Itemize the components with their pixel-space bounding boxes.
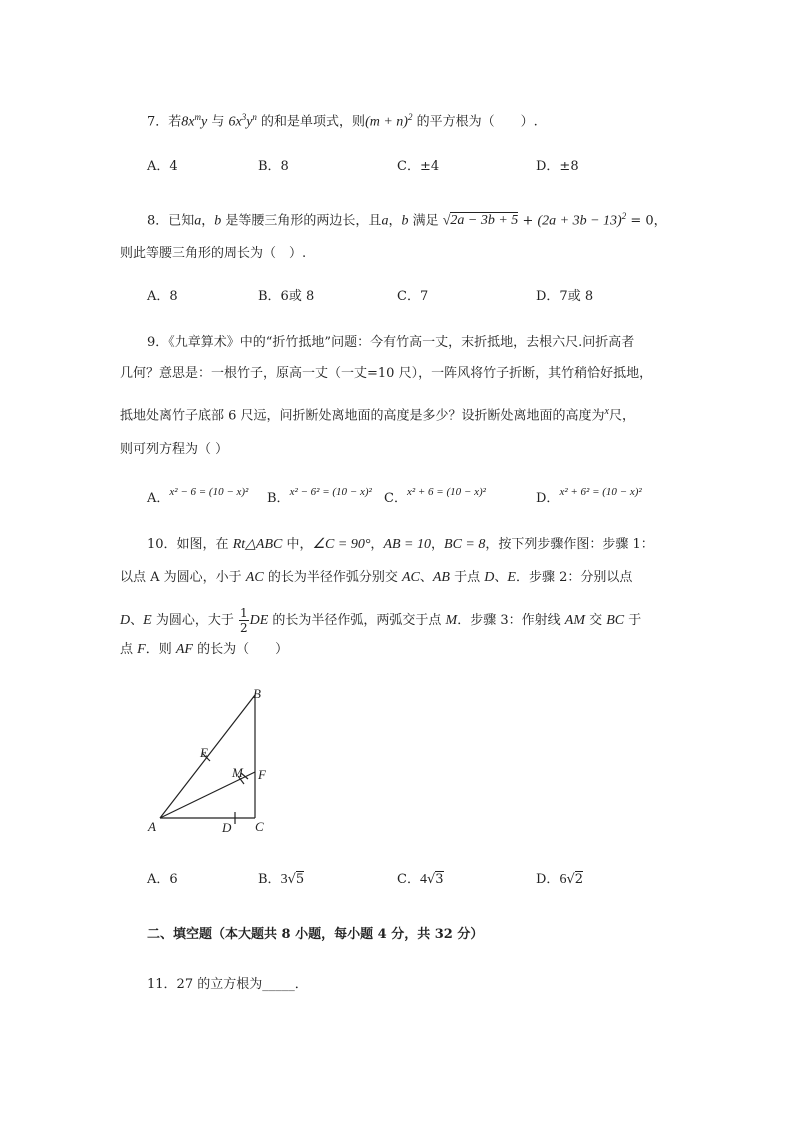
q9-option-d[interactable]	[536, 486, 642, 509]
point-label-e: E	[200, 745, 208, 760]
q10-text: ．步骤 3：作射线	[457, 613, 565, 628]
q10-text: 的长为半径作弧，两弧交于点	[268, 613, 446, 628]
q10-text: 、	[494, 570, 508, 585]
q10-math: M	[445, 613, 458, 628]
q8-text: ，	[201, 213, 215, 229]
q7-text: 7．若	[147, 114, 182, 130]
q8-text: 是等腰三角形的两边长，且	[221, 213, 382, 229]
option-value: 6	[169, 872, 178, 887]
q10-text: 中，	[282, 537, 313, 552]
q7-stem	[147, 107, 538, 132]
q10-option-d[interactable]	[536, 870, 583, 890]
option-radicand: 2	[574, 872, 584, 887]
q10-text: ．步骤 2：分别以点	[515, 570, 633, 585]
q7-math: 6x	[228, 114, 242, 130]
q8-text: +	[518, 213, 538, 229]
q8-option-d[interactable]: D．7或 8	[536, 289, 594, 304]
option-radicand: 5	[295, 872, 305, 887]
option-label: B．	[267, 491, 290, 506]
q8-text: ，	[388, 213, 402, 229]
q10-math: AM	[564, 613, 585, 628]
q10-option-b[interactable]	[258, 870, 304, 890]
point-label-m: M	[232, 765, 243, 780]
q8-stem	[147, 206, 667, 231]
q10-math: BC = 8	[444, 537, 486, 552]
q7-math: 3	[241, 112, 247, 122]
q7-math: n	[252, 112, 257, 122]
fraction-half	[239, 606, 249, 635]
triangle-figure	[140, 680, 280, 840]
q9-option-b[interactable]	[267, 486, 372, 509]
option-coefficient: 4	[419, 872, 427, 887]
option-radicand: 3	[435, 872, 444, 887]
q8-text: = 0，	[626, 213, 667, 229]
fraction-denominator: 2	[239, 621, 248, 635]
q10-text: 的长为半径作弧分别交	[263, 570, 402, 585]
q7-option-d[interactable]: D．±8	[536, 159, 579, 174]
q9-option-c[interactable]	[384, 486, 486, 509]
q10-text: 为圆心，大于	[151, 613, 238, 628]
q10-math: AB	[432, 570, 450, 585]
q10-math: ∠C = 90°	[312, 537, 371, 552]
q10-option-c[interactable]	[397, 870, 444, 890]
q10-text: ，	[370, 537, 384, 552]
q8-option-a[interactable]: A．8	[147, 289, 178, 304]
q9-option-a[interactable]	[147, 486, 249, 509]
q10-math: D	[484, 570, 495, 585]
option-formula: x² + 6 = (10 − x)²	[406, 486, 486, 498]
q8-math: b	[401, 213, 409, 229]
q9-text: 尺，	[609, 408, 636, 424]
q8-stem-line2: 则此等腰三角形的周长为（ ）.	[120, 246, 307, 261]
q9-stem-line1: 9．《九章算术》中的“折竹抵地”问题：今有竹高一丈，末折抵地，去根六尺.问折高者	[147, 335, 635, 350]
point-label-b: B	[253, 686, 261, 701]
q10-stem-line4	[120, 640, 288, 660]
option-label: C．	[397, 872, 420, 887]
option-label: A．	[147, 872, 170, 887]
q10-text: 于	[624, 613, 642, 628]
section-heading: 二、填空题（本大题共 8 小题，每小题 4 分，共 32 分）	[147, 927, 484, 942]
q10-math: AF	[175, 642, 193, 657]
point-label-d: D	[222, 820, 232, 835]
q7-math: 8x	[181, 114, 195, 130]
option-coefficient: 6	[559, 872, 567, 887]
q10-text: ，按下列步骤作图：步骤 1：	[485, 537, 654, 552]
q9-stem-line3	[120, 402, 635, 426]
q8-option-b[interactable]: B．6或 8	[258, 289, 315, 304]
q9-stem-line4: 则可列方程为（ ）	[120, 442, 229, 457]
q7-option-a[interactable]: A．4	[147, 159, 178, 174]
q8-option-c[interactable]: C．7	[397, 289, 429, 304]
option-formula: x² − 6² = (10 − x)²	[289, 486, 372, 498]
q7-math: 2	[407, 112, 413, 122]
q7-text: 的平方根为（ ）.	[412, 114, 538, 130]
option-label: C．	[384, 491, 407, 506]
q7-math: (m + n)	[365, 114, 408, 130]
q10-stem-line3	[120, 603, 641, 639]
sqrt-sign: √	[442, 213, 451, 229]
sqrt-sign: √	[287, 872, 296, 887]
q10-stem-line2	[120, 568, 632, 588]
q8-text: 满足	[408, 213, 443, 229]
q7-text: 的和是单项式，则	[256, 114, 366, 130]
q10-text: 于点	[449, 570, 485, 585]
q10-math: E	[507, 570, 516, 585]
q10-option-a[interactable]	[147, 870, 178, 890]
q9-variable: x	[604, 406, 609, 417]
q10-math: AC	[245, 570, 264, 585]
q8-math: 2a − 3b + 5	[450, 213, 519, 229]
q11-stem: 11．27 的立方根为_____．	[147, 977, 308, 992]
q7-option-c[interactable]: C．±4	[397, 159, 440, 174]
q8-math: a	[194, 213, 202, 229]
option-label: A．	[147, 491, 170, 506]
q7-math: y	[201, 114, 208, 130]
option-coefficient: 3	[280, 872, 288, 887]
q8-math: b	[214, 213, 222, 229]
q10-text: 10．如图，在	[147, 537, 233, 552]
q10-math: BC	[606, 613, 625, 628]
sqrt-sign: √	[566, 872, 575, 887]
q8-math: (2a + 3b − 13)	[537, 213, 622, 229]
q8-text: 8．已知	[147, 213, 195, 229]
sqrt-sign: √	[426, 872, 436, 887]
option-label: D．	[536, 491, 560, 506]
point-label-a: A	[148, 819, 156, 834]
q10-text: 、	[419, 570, 433, 585]
option-formula: x² − 6 = (10 − x)²	[169, 486, 249, 498]
q10-text: 的长为（ ）	[192, 642, 289, 657]
option-label: D．	[536, 872, 560, 887]
fraction-numerator: 1	[239, 606, 248, 620]
q10-text: 点	[120, 642, 138, 657]
point-label-f: F	[258, 767, 266, 782]
q7-option-b[interactable]: B．8	[258, 159, 289, 174]
q10-stem-line1	[147, 535, 654, 555]
q10-text: 、	[130, 613, 144, 628]
q10-math: F	[137, 642, 146, 657]
q10-math: AB = 10	[383, 537, 431, 552]
q8-math: a	[381, 213, 389, 229]
option-label: B．	[258, 872, 281, 887]
q7-math: m	[194, 112, 201, 122]
q10-text: 交	[584, 613, 607, 628]
q10-math: E	[143, 613, 152, 628]
q10-math: Rt△ABC	[232, 537, 283, 552]
q10-text: 以点 A 为圆心，小于	[120, 570, 246, 585]
q10-math: D	[120, 613, 131, 628]
q10-math: DE	[249, 613, 269, 628]
option-formula: x² + 6² = (10 − x)²	[559, 486, 642, 498]
q9-stem-line2: 几何？意思是：一根竹子，原高一丈（一丈=10 尺），一阵风将竹子折断，其竹稍恰好抵地，	[120, 366, 653, 381]
point-label-c: C	[255, 819, 264, 834]
q9-text: 抵地处离竹子底部 6 尺远，问折断处离地面的高度是多少？设折断处离地面的高度为	[120, 408, 605, 424]
q8-math: 2	[621, 211, 627, 221]
q7-math: y	[246, 114, 253, 130]
q10-math: AC	[401, 570, 420, 585]
q7-text: 与	[207, 114, 229, 130]
q10-text: ．则	[145, 642, 176, 657]
q10-text: ，	[431, 537, 445, 552]
